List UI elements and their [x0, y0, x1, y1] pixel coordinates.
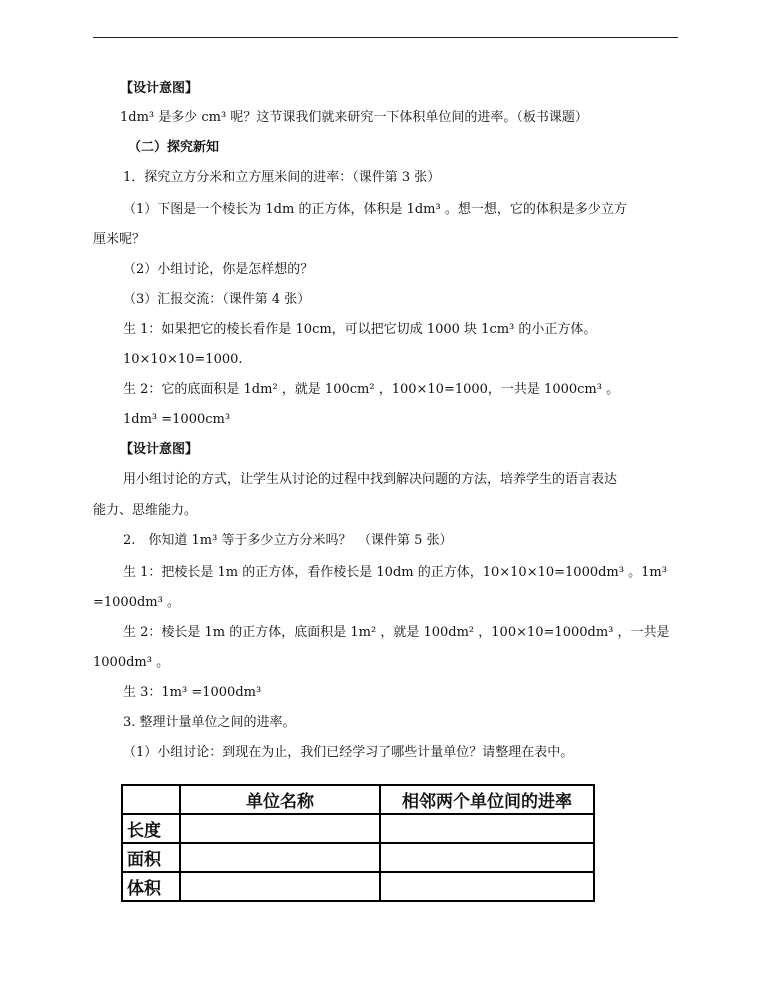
- paragraph-line: （1）下图是一个棱长为 1dm 的正方体，体积是 1dm³ 。想一想，它的体积是多少立方: [123, 202, 627, 217]
- design-intent-heading: 【设计意图】: [120, 81, 199, 96]
- paragraph-line: 生 2：它的底面积是 1dm² ，就是 100cm² ，100×10=1000，一共是 1000cm³ 。: [123, 382, 620, 397]
- table-header-cell: [122, 785, 180, 814]
- table-cell: [380, 814, 594, 843]
- paragraph-line: 生 3：1m³ =1000dm³: [123, 685, 262, 700]
- table-row: [122, 843, 594, 872]
- paragraph-line: （3）汇报交流：（课件第 4 张）: [123, 292, 311, 307]
- paragraph-line: 1dm³ 是多少 cm³ 呢？这节课我们就来研究一下体积单位间的进率。（板书课题）: [120, 110, 588, 125]
- table-cell: [180, 814, 380, 843]
- paragraph-line: 生 1：把棱长是 1m 的正方体，看作棱长是 10dm 的正方体，10×10×10=1000dm³ 。1m³: [123, 565, 667, 580]
- paragraph-line: 1．探究立方分米和立方厘米间的进率：（课件第 3 张）: [123, 170, 441, 185]
- table-cell: [380, 872, 594, 901]
- design-intent-heading: 【设计意图】: [120, 442, 199, 457]
- table-row-label: 面积: [122, 843, 180, 872]
- paragraph-line: 生 1：如果把它的棱长看作是 10cm，可以把它切成 1000 块 1cm³ 的小正方体。: [123, 322, 597, 337]
- table-row: [122, 872, 594, 901]
- table-header-cell: 相邻两个单位间的进率: [380, 785, 594, 814]
- paragraph-line: （1）小组讨论：到现在为止，我们已经学习了哪些计量单位？请整理在表中。: [123, 745, 574, 760]
- paragraph-line: 能力、思维能力。: [93, 503, 198, 518]
- paragraph-line: 1000dm³ 。: [93, 655, 170, 670]
- paragraph-line: 1dm³ =1000cm³: [123, 412, 231, 427]
- table-cell: [180, 843, 380, 872]
- paragraph-line: 厘米呢？: [93, 232, 146, 247]
- header-rule: [93, 37, 678, 38]
- paragraph-line: 用小组讨论的方式，让学生从讨论的过程中找到解决问题的方法，培养学生的语言表达: [123, 472, 618, 487]
- paragraph-line: 3. 整理计量单位之间的进率。: [123, 715, 296, 730]
- paragraph-line: 2. 你知道 1m³ 等于多少立方分米吗？ （课件第 5 张）: [123, 533, 453, 548]
- table-row: [122, 814, 594, 843]
- table-cell: [380, 843, 594, 872]
- table-row-label: 体积: [122, 872, 180, 901]
- paragraph-line: （2）小组讨论，你是怎样想的？: [123, 262, 314, 277]
- table-header-cell: 单位名称: [180, 785, 380, 814]
- table-cell: [180, 872, 380, 901]
- table-header-row: [122, 785, 594, 814]
- table-row-label: 长度: [122, 814, 180, 843]
- paragraph-line: 生 2：棱长是 1m 的正方体，底面积是 1m² ，就是 100dm² ，100×10=1000dm³ ，一共是: [123, 625, 670, 640]
- section-heading: （二）探究新知: [128, 140, 220, 155]
- paragraph-line: =1000dm³ 。: [93, 595, 180, 610]
- paragraph-line: 10×10×10=1000.: [123, 352, 243, 367]
- unit-rate-table: [121, 784, 595, 902]
